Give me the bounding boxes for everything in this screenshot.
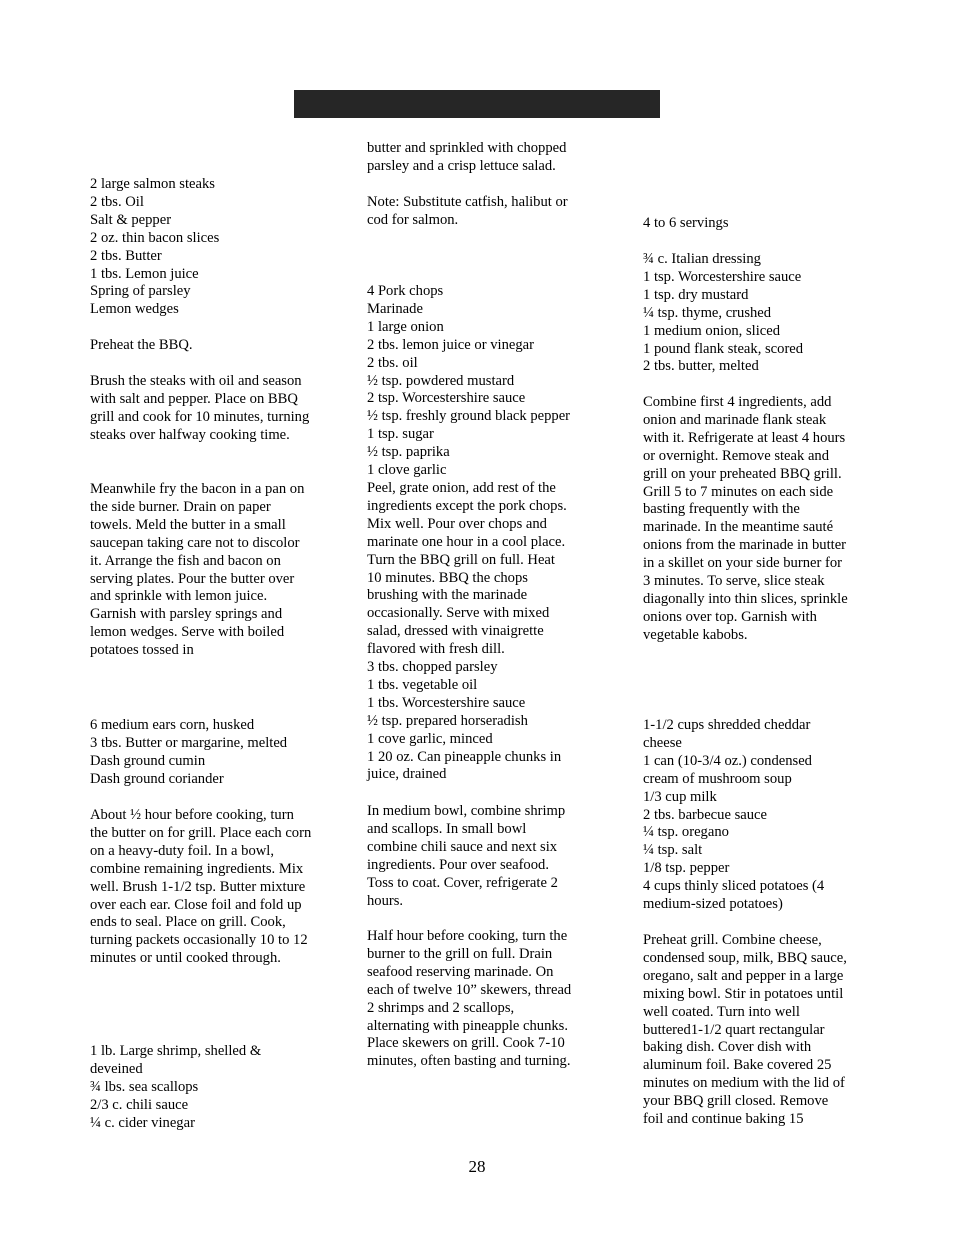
direction-line: 2 shrimps and 2 scallops, — [367, 999, 515, 1016]
direction-line: condensed soup, milk, BBQ sauce, — [643, 949, 847, 966]
salmon-note — [367, 194, 568, 230]
ingredient-line: 2 large salmon steaks — [90, 176, 215, 192]
direction-line: grill on your preheated BBQ grill. — [643, 465, 842, 482]
direction-line: or overnight. Remove steak and — [643, 447, 830, 464]
direction-line: with it. Refrigerate at least 4 hours — [643, 429, 846, 446]
ingredient-line: 1 clove garlic — [367, 462, 447, 479]
direction-line: salad, dressed with vinaigrette — [367, 623, 544, 640]
steak-directions — [643, 394, 848, 645]
direction-line: Place skewers on grill. Cook 7-10 — [367, 1035, 565, 1052]
ingredient-line: 1/3 cup milk — [643, 788, 717, 805]
direction-line: combine chili sauce and next six — [367, 838, 558, 855]
salmon-continued — [367, 140, 566, 176]
direction-line: baking dish. Cover dish with — [643, 1039, 812, 1056]
direction-line: 3 minutes. To serve, slice steak — [643, 573, 825, 590]
direction-line: Combine first 4 ingredients, add — [643, 394, 832, 410]
ingredient-line: 1 20 oz. Can pineapple chunks in — [367, 748, 562, 765]
direction-line: parsley and a crisp lettuce salad. — [367, 157, 556, 174]
ingredient-line: 2/3 c. chili sauce — [90, 1096, 189, 1113]
ingredient-line: ½ tsp. prepared horseradish — [367, 712, 528, 729]
salmon-step-2 — [90, 373, 312, 445]
direction-line: each of twelve 10” skewers, thread — [367, 981, 572, 998]
direction-line: onions over top. Garnish with — [643, 608, 817, 625]
direction-line: oregano, salt and pepper in a large — [643, 967, 844, 984]
ingredient-line: 2 tbs. butter, melted — [643, 358, 759, 375]
salmon-step-3 — [90, 481, 312, 660]
direction-line: foil and continue baking 15 — [643, 1111, 804, 1128]
ingredient-line: 1/8 tsp. pepper — [643, 860, 730, 877]
direction-line: aluminum foil. Bake covered 25 — [643, 1057, 832, 1074]
steak-servings — [643, 215, 729, 233]
servings-text: 4 to 6 servings — [643, 215, 729, 231]
shrimp-step-2 — [367, 928, 571, 1071]
direction-text: About ½ hour before cooking, turn the butter on for grill. Place each corn on a heavy-duty foil. In a bowl, combine remaining ingredients. Mix well. Brush 1-1/2 tsp. Butter mixture over each ear. Close foil and fold up ends to seal. Place on grill. Cook, turning packets occasionally 10 to 12 minutes or until cooked through. — [90, 807, 312, 967]
salmon-step-1 — [90, 337, 315, 355]
ingredient-line: 1 pound flank steak, scored — [643, 340, 804, 357]
ingredient-line: 1 tbs. vegetable oil — [367, 676, 478, 693]
ingredient-line: 1 medium onion, sliced — [643, 322, 781, 339]
shrimp-ingredients — [90, 1043, 261, 1133]
potato-ingredients — [643, 717, 824, 914]
direction-line: Half hour before cooking, turn the — [367, 928, 568, 944]
ingredient-line: 4 cups thinly sliced potatoes (4 — [643, 878, 825, 895]
direction-text: Meanwhile fry the bacon in a pan on the side burner. Drain on paper towels. Meld the butter in a small saucepan taking care not to discolor it. Arrange the fish and bacon on serving plates. Pour the butter over and sprinkle with lemon juice. Garnish with parsley springs and lemon wedges. Serve with boiled potatoes tossed in — [90, 481, 305, 659]
direction-line: well coated. Turn into well — [643, 1003, 800, 1020]
ingredient-line: 3 tbs. chopped parsley — [367, 659, 498, 676]
ingredient-line: ¼ tsp. salt — [643, 842, 703, 859]
ingredient-line: 6 medium ears corn, husked — [90, 717, 255, 733]
ingredient-line: 1 tbs. Worcestershire sauce — [367, 694, 526, 711]
ingredient-line: 1-1/2 cups shredded cheddar — [643, 717, 811, 733]
ingredient-line: 1 can (10-3/4 oz.) condensed — [643, 752, 812, 769]
ingredient-line: 4 Pork chops — [367, 283, 444, 299]
ingredient-line: 1 large onion — [367, 318, 444, 335]
direction-line: marinate one hour in a cool place. — [367, 533, 566, 550]
direction-line: Toss to coat. Cover, refrigerate 2 — [367, 874, 558, 891]
direction-line: flavored with fresh dill. — [367, 641, 505, 658]
ingredient-line: ¾ c. Italian dressing — [643, 251, 761, 267]
direction-line: marinade. In the meantime sauté — [643, 519, 834, 536]
direction-text: Brush the steaks with oil and season with salt and pepper. Place on BBQ grill and cook for 10 minutes, turning steaks over halfway cooking time. — [90, 373, 310, 443]
direction-line: Grill 5 to 7 minutes on each side — [643, 483, 834, 500]
direction-line: in a skillet on your side burner for — [643, 555, 842, 572]
ingredient-line: 1 cove garlic, minced — [367, 730, 493, 747]
direction-line: alternating with pineapple chunks. — [367, 1017, 569, 1034]
note-line: Note: Substitute catfish, halibut or — [367, 194, 568, 210]
direction-line: diagonally into thin slices, sprinkle — [643, 590, 848, 607]
ingredient-line: Lemon wedges — [90, 301, 179, 318]
ingredient-line: 2 tbs. lemon juice or vinegar — [367, 336, 534, 353]
direction-line: ingredients except the pork chops. — [367, 497, 567, 514]
ingredient-line: ½ tsp. powdered mustard — [367, 372, 515, 389]
direction-line: brushing with the marinade — [367, 587, 528, 604]
ingredient-line: 1 tsp. Worcestershire sauce — [643, 268, 802, 285]
ingredient-line: 2 tbs. oil — [367, 354, 418, 371]
ingredient-line: ¼ tsp. oregano — [643, 824, 729, 841]
direction-line: hours. — [367, 892, 404, 909]
direction-line: ingredients. Pour over seafood. — [367, 856, 549, 873]
salmon-ingredients — [90, 176, 219, 319]
direction-line: Mix well. Pour over chops and — [367, 515, 547, 532]
pork-ingredients — [367, 283, 570, 784]
shrimp-step-1 — [367, 803, 565, 910]
ingredient-line: 1 lb. Large shrimp, shelled & — [90, 1043, 262, 1059]
direction-line: minutes on medium with the lid of — [643, 1075, 845, 1092]
ingredient-line: Spring of parsley — [90, 283, 191, 300]
ingredient-line: Dash ground coriander — [90, 770, 224, 787]
direction-line: minutes, often basting and turning. — [367, 1053, 571, 1070]
direction-line: buttered1-1/2 quart rectangular — [643, 1021, 825, 1038]
ingredient-line: medium-sized potatoes) — [643, 896, 783, 913]
direction-line: vegetable kabobs. — [643, 626, 748, 643]
ingredient-line: 2 tbs. Butter — [90, 247, 162, 264]
direction-line: basting frequently with the — [643, 501, 800, 518]
potato-directions — [643, 932, 847, 1129]
direction-line: occasionally. Serve with mixed — [367, 605, 550, 622]
direction-line: Peel, grate onion, add rest of the — [367, 479, 556, 496]
ingredient-line: 1 tbs. Lemon juice — [90, 265, 199, 282]
ingredient-line: Marinade — [367, 300, 423, 317]
direction-line: Preheat grill. Combine cheese, — [643, 932, 822, 948]
corn-ingredients — [90, 717, 287, 789]
ingredient-line: 2 tbs. barbecue sauce — [643, 806, 767, 823]
direction-line: and scallops. In small bowl — [367, 820, 527, 837]
ingredient-line: 1 tsp. sugar — [367, 426, 434, 443]
ingredient-line: 1 tsp. dry mustard — [643, 286, 749, 303]
direction-line: Turn the BBQ grill on full. Heat — [367, 551, 555, 568]
ingredient-line: juice, drained — [367, 766, 447, 783]
direction-line: seafood reserving marinade. On — [367, 963, 554, 980]
ingredient-line: ¼ tsp. thyme, crushed — [643, 304, 772, 321]
direction-line: onion and marinade flank steak — [643, 411, 827, 428]
ingredient-line: ¼ c. cider vinegar — [90, 1114, 195, 1131]
ingredient-line: ¾ lbs. sea scallops — [90, 1078, 199, 1095]
direction-line: 10 minutes. BBQ the chops — [367, 569, 528, 586]
direction-line: butter and sprinkled with chopped — [367, 140, 567, 156]
ingredient-line: 2 oz. thin bacon slices — [90, 229, 220, 246]
ingredient-line: ½ tsp. freshly ground black pepper — [367, 408, 571, 425]
corn-directions — [90, 807, 312, 968]
ingredient-line: cheese — [643, 734, 682, 751]
ingredient-line: Salt & pepper — [90, 211, 172, 228]
steak-ingredients — [643, 251, 803, 376]
ingredient-line: deveined — [90, 1060, 143, 1077]
ingredient-line: Dash ground cumin — [90, 752, 206, 769]
header-bar — [294, 90, 660, 118]
direction-line: your BBQ grill closed. Remove — [643, 1093, 829, 1110]
ingredient-line: ½ tsp. paprika — [367, 444, 450, 461]
direction-line: onions from the marinade in butter — [643, 537, 847, 554]
ingredient-line: 2 tbs. Oil — [90, 193, 144, 210]
ingredient-line: 3 tbs. Butter or margarine, melted — [90, 734, 288, 751]
ingredient-line: cream of mushroom soup — [643, 770, 792, 787]
page-number: 28 — [468, 1157, 486, 1176]
direction-line: In medium bowl, combine shrimp — [367, 803, 566, 819]
note-line: cod for salmon. — [367, 211, 459, 228]
direction-line: burner to the grill on full. Drain — [367, 945, 553, 962]
direction-line: mixing bowl. Stir in potatoes until — [643, 985, 844, 1002]
direction-text: Preheat the BBQ. — [90, 337, 193, 353]
ingredient-line: 2 tsp. Worcestershire sauce — [367, 390, 526, 407]
